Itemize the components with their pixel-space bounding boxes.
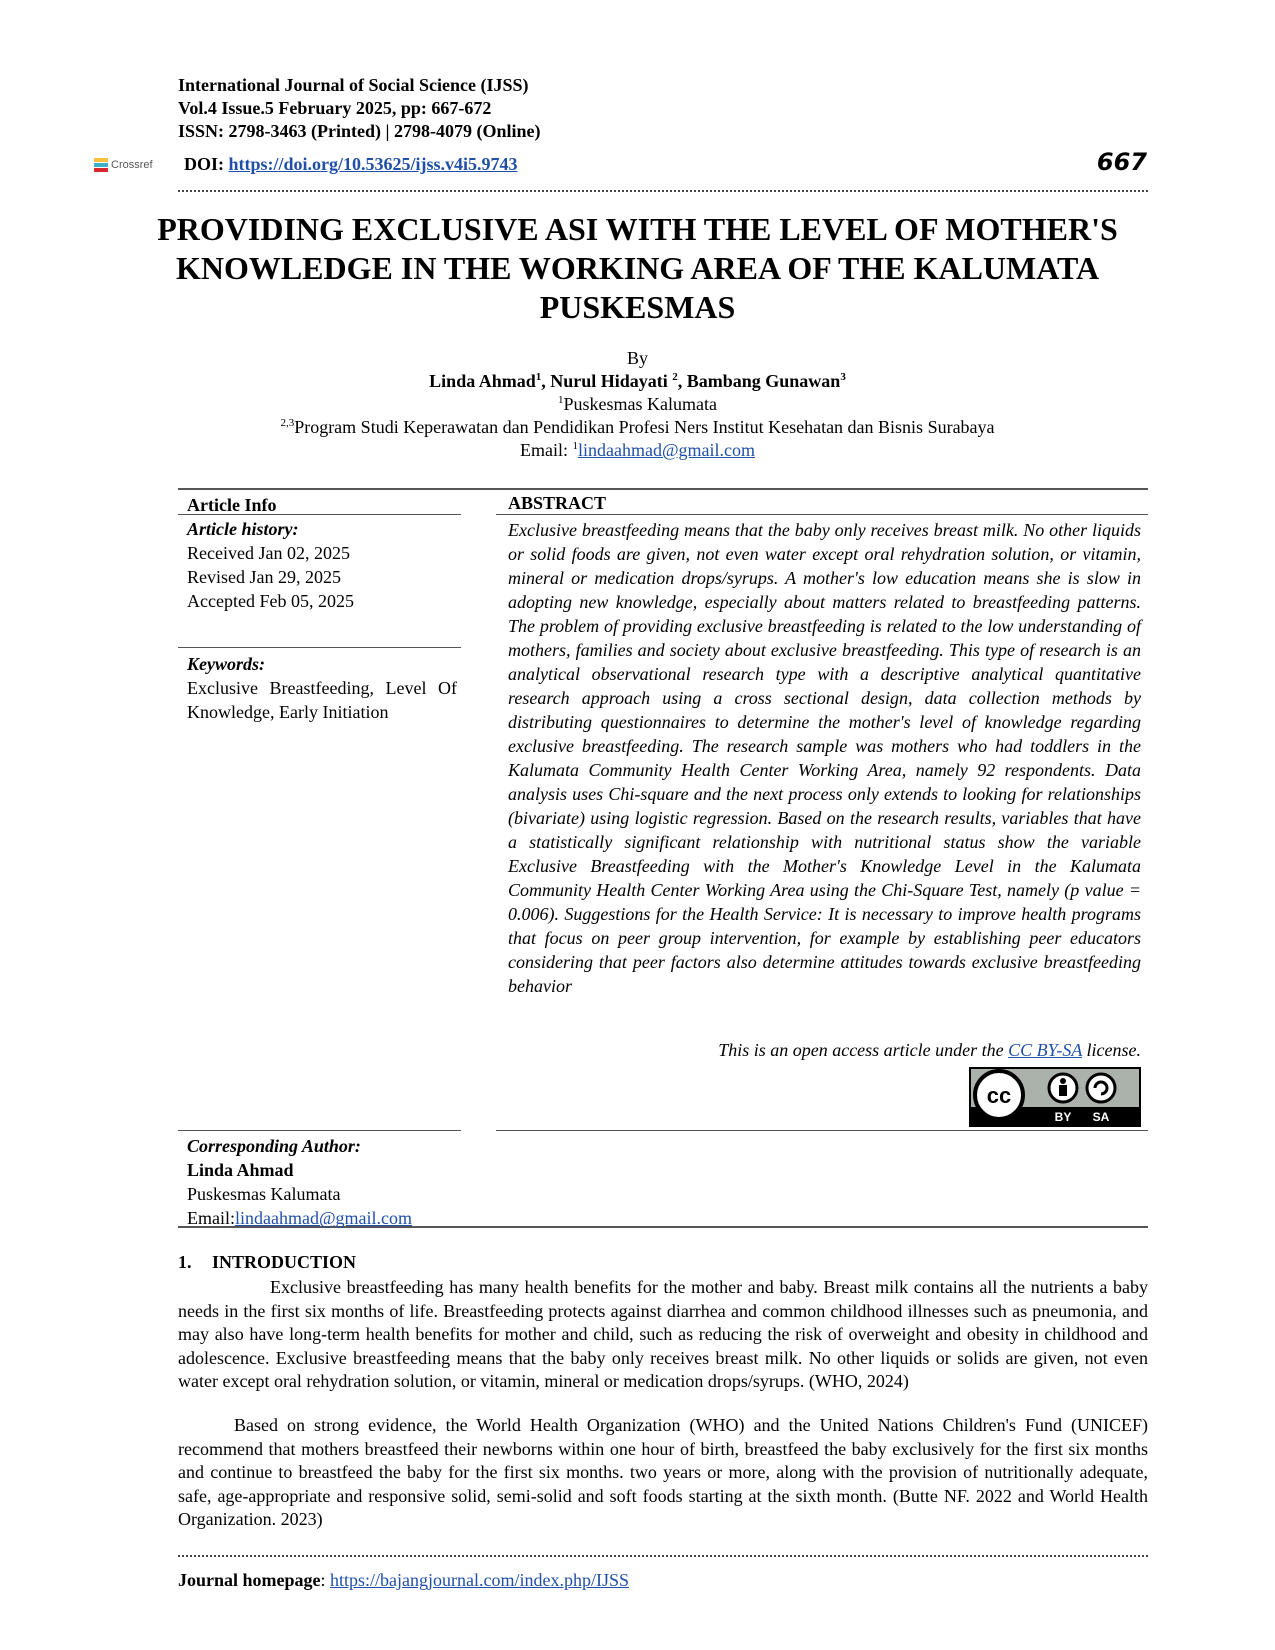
article-info-heading: Article Info <box>187 495 277 515</box>
article-history-heading: Article history: <box>187 519 299 539</box>
revised-date: Revised Jan 29, 2025 <box>187 567 341 587</box>
page-number: 667 <box>1096 148 1147 176</box>
keywords-text: Exclusive Breastfeeding, Level Of Knowledge, Early Initiation <box>187 678 457 722</box>
abstract-text: Exclusive breastfeeding means that the baby only receives breast milk. No other liquids or solid foods are given, not even water except oral rehydration solution, or vitamin, mineral or medication drops/syrups. A mother's low education means she is slow in adopting new knowledge, especially about matters related to breastfeeding patterns. The problem of providing exclusive breastfeeding is related to the low understanding of mothers, families and society about exclusive breastfeeding. This type of research is an analytical observational research type with a descriptive analytical quantitative research approach using a cross sectional design, data collection methods by distributing questionnaires to determine the mother's level of knowledge regarding exclusive breastfeeding. The research sample was mothers who had toddlers in the Kalumata Community Health Center Working Area, namely 92 respondents. Data analysis uses Chi-square and the next process only extends to looking for relationships (bivariate) using logistic regression. Based on the research results, variables that have a statistically significant relationship with nutritional status show the variable Exclusive Breastfeeding with the Mother's Knowledge Level in the Kalumata Community Health Center Working Area using the Chi-Square Test, namely (p value = 0.006). Suggestions for the Health Service: It is necessary to improve health programs that focus on peer group intervention, for example by establishing peer educators considering that peer factors also determine attitudes towards exclusive breastfeeding behavior <box>508 520 1141 996</box>
received-date: Received Jan 02, 2025 <box>187 543 350 563</box>
keywords-rule <box>178 647 461 648</box>
author-list <box>150 370 1125 393</box>
footer-divider <box>178 1555 1148 1557</box>
license-suffix: license. <box>1082 1040 1141 1060</box>
affiliation-1-text: Puskesmas Kalumata <box>563 394 717 414</box>
author-2: , Nurul Hidayati <box>541 371 673 391</box>
journal-issn: ISSN: 2798-3463 (Printed) | 2798-4079 (Online) <box>178 121 541 141</box>
intro-paragraph-2: Based on strong evidence, the World Health Organization (WHO) and the United Nations Children's Fund (UNICEF) recommend that mothers breastfeed their newborns within one hour of birth, breastfeed the baby exclusively for the first six months and continue to breastfeed the baby for the first six months. two years or more, along with the provision of nutritionally adequate, safe, age-appropriate and responsive solid, semi-solid and soft foods starting at the sixth month. (Butte NF. 2022 and World Health Organization. 2023) <box>178 1415 1148 1530</box>
email-sup: 1 <box>572 440 578 452</box>
keywords-block <box>187 652 457 724</box>
by-badge-text: BY <box>1054 1110 1072 1124</box>
author-2-sup: 2 <box>672 371 678 383</box>
byline <box>150 347 1125 462</box>
journal-homepage <box>178 1570 629 1591</box>
keywords-heading: Keywords: <box>187 654 265 674</box>
affiliation-2-sup: 2,3 <box>280 417 295 429</box>
article-info <box>187 493 457 613</box>
license-line <box>508 1040 1141 1061</box>
header-divider <box>178 190 1148 192</box>
doi-line <box>184 154 518 175</box>
corresponding-heading: Corresponding Author: <box>187 1136 361 1156</box>
corresponding-rule <box>178 1130 461 1131</box>
introduction-heading <box>178 1252 356 1273</box>
author-1-sup: 1 <box>535 371 542 383</box>
email-label: Email: <box>519 440 573 460</box>
info-top-rule <box>178 488 1148 490</box>
homepage-label: Journal homepage <box>178 1570 321 1590</box>
cc-by-sa-icon <box>971 1069 1139 1125</box>
cc-by-sa-badge[interactable] <box>969 1067 1141 1127</box>
affiliation-1 <box>150 393 1125 416</box>
crossref-icon <box>94 158 108 172</box>
by-label: By <box>626 348 648 368</box>
homepage-colon: : <box>320 1570 331 1590</box>
corresponding-affil: Puskesmas Kalumata <box>187 1184 341 1204</box>
crossref-logo[interactable] <box>94 155 169 175</box>
abstract-heading: ABSTRACT <box>508 493 607 513</box>
author-3: , Bambang Gunawan <box>677 371 841 391</box>
corresponding-email-label: Email: <box>187 1208 235 1228</box>
doi-link[interactable]: https://doi.org/10.53625/ijss.v4i5.9743 <box>228 154 518 174</box>
journal-header <box>178 74 540 143</box>
section-title: INTRODUCTION <box>212 1252 357 1272</box>
crossref-label: Crossref <box>111 159 153 171</box>
affiliation-1-sup: 1 <box>558 394 564 406</box>
accepted-date: Accepted Feb 05, 2025 <box>187 591 354 611</box>
intro-paragraph-1: Exclusive breastfeeding has many health benefits for the mother and baby. Breast milk contains all the nutrients a baby needs in the first six months of life. Breastfeeding protects against diarrhea and common childhood illnesses such as pneumonia, and may also have long-term health benefits for mother and child, such as reducing the risk of overweight and obesity in childhood and adolescence. Exclusive breastfeeding means that the baby only receives breast milk. No other liquids or solids are given, not even water except oral rehydration solution, or vitamin, mineral or medication drops/syrups. (WHO, 2024) <box>178 1277 1148 1392</box>
homepage-link[interactable]: https://bajangjournal.com/index.php/IJSS <box>330 1570 630 1590</box>
section-number: 1. <box>178 1252 192 1272</box>
cc-badge-text: cc <box>986 1083 1012 1108</box>
paper-title: PROVIDING EXCLUSIVE ASI WITH THE LEVEL OF MOTHER'S KNOWLEDGE IN THE WORKING AREA OF THE KALUMATA PUSKESMAS <box>157 211 1118 325</box>
affiliation-2-text: Program Studi Keperawatan dan Pendidikan Profesi Ners Institut Kesehatan dan Bisnis Surabaya <box>294 417 995 437</box>
author-email <box>150 439 1125 462</box>
affiliation-2 <box>150 416 1125 439</box>
corresponding-email-link[interactable]: lindaahmad@gmail.com <box>235 1208 413 1228</box>
journal-volume: Vol.4 Issue.5 February 2025, pp: 667-672 <box>178 98 492 118</box>
doi-label: DOI: <box>184 154 224 174</box>
abstract-bottom-rule <box>496 1130 1148 1131</box>
sa-badge-text: SA <box>1092 1110 1110 1124</box>
license-prefix: This is an open access article under the <box>718 1040 1009 1060</box>
corresponding-email <box>187 1206 457 1230</box>
corresponding-name: Linda Ahmad <box>187 1160 294 1180</box>
email-link[interactable]: lindaahmad@gmail.com <box>577 440 756 460</box>
journal-name: International Journal of Social Science (IJSS) <box>178 75 529 95</box>
license-link[interactable]: CC BY-SA <box>1008 1040 1083 1060</box>
author-1: Linda Ahmad <box>429 371 536 391</box>
author-3-sup: 3 <box>840 371 846 383</box>
corresponding-author <box>187 1134 457 1230</box>
abstract-heading-rule <box>496 514 1148 515</box>
